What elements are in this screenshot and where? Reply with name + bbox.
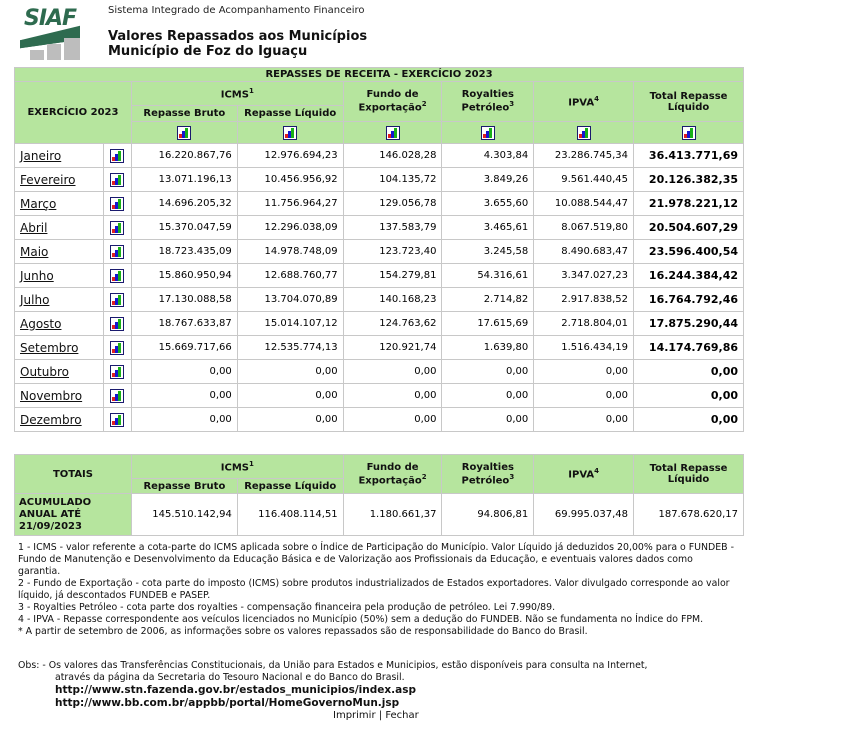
liquido-cell: 0,00 <box>237 360 343 384</box>
month-chart[interactable] <box>103 192 131 216</box>
bruto-header: Repasse Bruto <box>131 106 237 122</box>
ipva-cell: 0,00 <box>534 408 634 432</box>
totals-table <box>14 454 744 536</box>
total-liquido: 116.408.114,51 <box>237 494 343 536</box>
total-cell: 0,00 <box>634 360 744 384</box>
bb-url: http://www.bb.com.br/appbb/portal/HomeGovernoMun.jsp <box>55 697 400 709</box>
total-repasse-liquido: 187.678.620,17 <box>634 494 744 536</box>
bruto-cell: 13.071.196,13 <box>131 168 237 192</box>
royalties-cell: 0,00 <box>442 408 534 432</box>
royalties-header: Royalties Petróleo$^3$ <box>442 82 534 122</box>
total-cell: 20.504.607,29 <box>634 216 744 240</box>
fundo-cell: 0,00 <box>343 360 442 384</box>
logo-bar <box>64 38 80 60</box>
liquido-cell: 12.688.760,77 <box>237 264 343 288</box>
fundo-cell: 137.583,79 <box>343 216 442 240</box>
ipva-header: IPVA$^4$ <box>534 82 634 122</box>
total-cell: 16.244.384,42 <box>634 264 744 288</box>
fundo-cell: 123.723,40 <box>343 240 442 264</box>
siaf-logo <box>18 6 86 60</box>
fundo-cell: 0,00 <box>343 384 442 408</box>
page-title <box>108 29 367 59</box>
table-row <box>15 336 744 360</box>
table-row <box>15 384 744 408</box>
total-royalties: 94.806,81 <box>442 494 534 536</box>
bruto-cell: 0,00 <box>131 384 237 408</box>
system-name: Sistema Integrado de Acompanhamento Financeiro <box>108 5 365 16</box>
bar-chart-icon[interactable] <box>481 126 495 140</box>
royalties-cell: 0,00 <box>442 384 534 408</box>
month-cell <box>15 336 104 360</box>
month-link[interactable]: Fevereiro <box>20 172 76 187</box>
chart-ipva[interactable] <box>534 122 634 144</box>
bar-chart-icon[interactable] <box>110 389 124 403</box>
logo-bar <box>30 50 44 60</box>
bar-chart-icon[interactable] <box>110 197 124 211</box>
bar-chart-icon[interactable] <box>682 126 696 140</box>
month-cell <box>15 240 104 264</box>
chart-total[interactable] <box>634 122 744 144</box>
month-link[interactable]: Novembro <box>20 388 83 403</box>
bruto-cell: 16.220.867,76 <box>131 144 237 168</box>
ipva-cell: 8.490.683,47 <box>534 240 634 264</box>
month-link[interactable]: Agosto <box>20 316 62 331</box>
bruto-cell: 15.370.047,59 <box>131 216 237 240</box>
bar-chart-icon[interactable] <box>110 173 124 187</box>
bar-chart-icon[interactable] <box>110 365 124 379</box>
table-row <box>15 240 744 264</box>
repasses-table <box>14 67 744 432</box>
bar-chart-icon[interactable] <box>177 126 191 140</box>
month-cell <box>15 312 104 336</box>
total-cell: 21.978.221,12 <box>634 192 744 216</box>
page-header <box>16 4 756 64</box>
month-chart[interactable] <box>103 336 131 360</box>
footnote-1: 1 - ICMS - valor referente a cota-parte do ICMS aplicada sobre o Índice de Participação do Município. Valor Líquido já deduzidos 20,00% para o FUNDEB - Fundo de Manutenção e Desenvolvimento da Educação Básica e de Valorização aos Profissionais da Educação, e eventuais valores dados como garantia. <box>18 542 734 577</box>
ipva-cell: 0,00 <box>534 360 634 384</box>
month-link[interactable]: Outubro <box>20 364 69 379</box>
bruto-cell: 0,00 <box>131 408 237 432</box>
month-cell <box>15 288 104 312</box>
footer-links <box>333 710 419 721</box>
total-header: Total Repasse Líquido <box>634 455 744 494</box>
month-cell <box>15 144 104 168</box>
bruto-cell: 0,00 <box>131 360 237 384</box>
total-fundo: 1.180.661,37 <box>343 494 442 536</box>
fundo-cell: 124.763,62 <box>343 312 442 336</box>
separator: | <box>378 710 383 721</box>
month-link[interactable]: Janeiro <box>20 148 62 163</box>
stn-url: http://www.stn.fazenda.gov.br/estados_municipios/index.asp <box>55 684 416 696</box>
bar-chart-icon[interactable] <box>283 126 297 140</box>
title-line-1: Valores Repassados aos Municípios <box>108 29 368 44</box>
footnote-4: 4 - IPVA - Repasse correspondente aos veículos licenciados no Município (50%) sem a dedução do FUNDEB. Não se fundamenta no Índice do FPM. <box>18 614 704 625</box>
liquido-cell: 15.014.107,12 <box>237 312 343 336</box>
close-link[interactable]: Fechar <box>385 710 419 721</box>
bar-chart-icon[interactable] <box>110 413 124 427</box>
table-row <box>15 192 744 216</box>
chart-royalties[interactable] <box>442 122 534 144</box>
liquido-cell: 12.535.774,13 <box>237 336 343 360</box>
total-cell: 0,00 <box>634 384 744 408</box>
bar-chart-icon[interactable] <box>110 341 124 355</box>
ipva-cell: 9.561.440,45 <box>534 168 634 192</box>
accumulated-label: ACUMULADO ANUAL ATÉ 21/09/2023 <box>15 494 132 536</box>
royalties-cell: 1.639,80 <box>442 336 534 360</box>
month-link[interactable]: Maio <box>20 244 49 259</box>
ipva-cell: 3.347.027,23 <box>534 264 634 288</box>
liquido-cell: 12.296.038,09 <box>237 216 343 240</box>
fundo-cell: 120.921,74 <box>343 336 442 360</box>
ipva-header: IPVA$^4$ <box>534 455 634 494</box>
total-cell: 14.174.769,86 <box>634 336 744 360</box>
royalties-cell: 54.316,61 <box>442 264 534 288</box>
table-row <box>15 408 744 432</box>
fundo-cell: 154.279,81 <box>343 264 442 288</box>
month-link[interactable]: Março <box>20 196 57 211</box>
obs-line-1: Obs: - Os valores das Transferências Constitucionais, da União para Estados e Municipios, estão disponíveis para consulta na Internet, <box>18 660 648 671</box>
table-row <box>15 216 744 240</box>
logo-bar <box>47 44 61 60</box>
ipva-cell: 0,00 <box>534 384 634 408</box>
bruto-header: Repasse Bruto <box>131 479 237 494</box>
royalties-cell: 17.615,69 <box>442 312 534 336</box>
month-cell <box>15 360 104 384</box>
logo-text: SIAF <box>24 6 77 31</box>
bruto-cell: 18.723.435,09 <box>131 240 237 264</box>
bar-chart-icon[interactable] <box>110 245 124 259</box>
bar-chart-icon[interactable] <box>110 149 124 163</box>
month-chart[interactable] <box>103 288 131 312</box>
obs-line-2: através da página da Secretaria do Tesouro Nacional e do Banco do Brasil. <box>55 672 405 683</box>
chart-fundo[interactable] <box>343 122 442 144</box>
fundo-header: Fundo de Exportação$^2$ <box>343 455 442 494</box>
ipva-cell: 10.088.544,47 <box>534 192 634 216</box>
royalties-cell: 3.465,61 <box>442 216 534 240</box>
observations <box>18 660 738 710</box>
footnote-3: 3 - Royalties Petróleo - cota parte dos royalties - compensação financeira pela produção de petróleo. Lei 7.990/89. <box>18 602 556 613</box>
month-chart[interactable] <box>103 384 131 408</box>
month-cell <box>15 408 104 432</box>
table-row <box>15 264 744 288</box>
footnotes <box>18 542 738 638</box>
liquido-header: Repasse Líquido <box>237 479 343 494</box>
month-chart[interactable] <box>103 264 131 288</box>
total-header: Total Repasse Líquido <box>634 82 744 122</box>
liquido-cell: 0,00 <box>237 384 343 408</box>
table-row <box>15 360 744 384</box>
royalties-cell: 4.303,84 <box>442 144 534 168</box>
total-cell: 20.126.382,35 <box>634 168 744 192</box>
fundo-cell: 140.168,23 <box>343 288 442 312</box>
total-cell: 36.413.771,69 <box>634 144 744 168</box>
liquido-cell: 13.704.070,89 <box>237 288 343 312</box>
ipva-cell: 23.286.745,34 <box>534 144 634 168</box>
exercise-header: EXERCÍCIO 2023 <box>15 82 132 144</box>
bar-chart-icon[interactable] <box>110 293 124 307</box>
bruto-cell: 18.767.633,87 <box>131 312 237 336</box>
chart-bruto[interactable] <box>131 122 237 144</box>
month-cell <box>15 264 104 288</box>
total-cell: 23.596.400,54 <box>634 240 744 264</box>
total-cell: 16.764.792,46 <box>634 288 744 312</box>
royalties-cell: 3.655,60 <box>442 192 534 216</box>
month-cell <box>15 384 104 408</box>
bruto-cell: 15.669.717,66 <box>131 336 237 360</box>
bruto-cell: 14.696.205,32 <box>131 192 237 216</box>
ipva-cell: 8.067.519,80 <box>534 216 634 240</box>
month-link[interactable]: Dezembro <box>20 412 82 427</box>
totals-header: TOTAIS <box>15 455 132 494</box>
ipva-cell: 1.516.434,19 <box>534 336 634 360</box>
fundo-cell: 129.056,78 <box>343 192 442 216</box>
total-cell: 0,00 <box>634 408 744 432</box>
month-chart[interactable] <box>103 408 131 432</box>
liquido-cell: 10.456.956,92 <box>237 168 343 192</box>
table-row <box>15 144 744 168</box>
liquido-cell: 0,00 <box>237 408 343 432</box>
table-row <box>15 288 744 312</box>
month-chart[interactable] <box>103 216 131 240</box>
month-cell <box>15 216 104 240</box>
footnote-2: 2 - Fundo de Exportação - cota parte do imposto (ICMS) sobre produtos industrializados de Estados exportadores. Valor divulgado corresponde ao valor líquido, já descontados FUNDEB e PASEP. <box>18 578 730 601</box>
bar-chart-icon[interactable] <box>386 126 400 140</box>
bruto-cell: 15.860.950,94 <box>131 264 237 288</box>
liquido-cell: 12.976.694,23 <box>237 144 343 168</box>
royalties-cell: 2.714,82 <box>442 288 534 312</box>
month-link[interactable]: Junho <box>20 268 54 283</box>
bar-chart-icon[interactable] <box>110 317 124 331</box>
ipva-cell: 2.917.838,52 <box>534 288 634 312</box>
month-chart[interactable] <box>103 144 131 168</box>
title-line-2: Município de Foz do Iguaçu <box>108 44 308 59</box>
month-chart[interactable] <box>103 240 131 264</box>
ipva-cell: 2.718.804,01 <box>534 312 634 336</box>
total-cell: 17.875.290,44 <box>634 312 744 336</box>
royalties-header: Royalties Petróleo$^3$ <box>442 455 534 494</box>
icms-header: ICMS$^1$ <box>131 82 343 106</box>
table-row <box>15 168 744 192</box>
bar-chart-icon[interactable] <box>110 269 124 283</box>
fundo-cell: 146.028,28 <box>343 144 442 168</box>
month-link[interactable]: Julho <box>20 292 50 307</box>
liquido-cell: 11.756.964,27 <box>237 192 343 216</box>
footnote-asterisk: * A partir de setembro de 2006, as informações sobre os valores repassados são de responsabilidade do Banco do Brasil. <box>18 626 588 637</box>
month-chart[interactable] <box>103 360 131 384</box>
liquido-cell: 14.978.748,09 <box>237 240 343 264</box>
bar-chart-icon[interactable] <box>110 221 124 235</box>
liquido-header: Repasse Líquido <box>237 106 343 122</box>
royalties-cell: 3.849,26 <box>442 168 534 192</box>
month-chart[interactable] <box>103 312 131 336</box>
fundo-cell: 104.135,72 <box>343 168 442 192</box>
table-row <box>15 312 744 336</box>
royalties-cell: 0,00 <box>442 360 534 384</box>
icms-header: ICMS$^1$ <box>131 455 343 479</box>
total-bruto: 145.510.142,94 <box>131 494 237 536</box>
chart-liquido[interactable] <box>237 122 343 144</box>
fundo-cell: 0,00 <box>343 408 442 432</box>
fundo-header: Fundo de Exportação$^2$ <box>343 82 442 122</box>
total-ipva: 69.995.037,48 <box>534 494 634 536</box>
month-cell <box>15 168 104 192</box>
month-link[interactable]: Abril <box>20 220 48 235</box>
bar-chart-icon[interactable] <box>577 126 591 140</box>
table-caption: REPASSES DE RECEITA - EXERCÍCIO 2023 <box>15 68 744 82</box>
print-link[interactable]: Imprimir <box>333 710 376 721</box>
month-link[interactable]: Setembro <box>20 340 79 355</box>
royalties-cell: 3.245,58 <box>442 240 534 264</box>
month-chart[interactable] <box>103 168 131 192</box>
month-cell <box>15 192 104 216</box>
bruto-cell: 17.130.088,58 <box>131 288 237 312</box>
